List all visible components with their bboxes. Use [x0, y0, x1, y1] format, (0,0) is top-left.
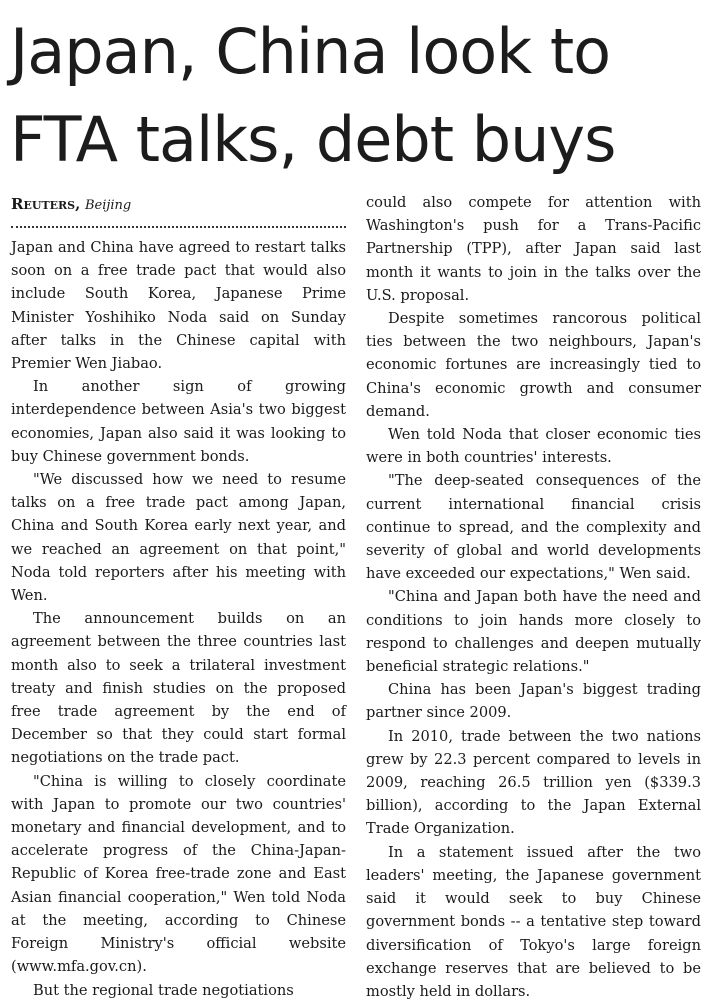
- paragraph: Wen told Noda that closer economic ties were in both countries' interests.: [366, 426, 701, 467]
- byline-agency: Reuters,: [11, 195, 81, 213]
- byline: [11, 194, 346, 214]
- paragraph: But the regional trade negotiations: [33, 981, 294, 999]
- paragraph: In a statement issued after the two leaders' meeting, the Japanese government said it would seek to buy Chinese government bonds -- a tentative step toward diversification of Tokyo's large foreign exchange reserves that are believed to be mostly held in dollars.: [366, 843, 701, 1000]
- paragraph: In another sign of growing interdependence between Asia's two biggest economies, Japan also said it was looking to buy Chinese government bonds.: [11, 378, 346, 465]
- paragraph: "China and Japan both have the need and conditions to join hands more closely to respond to challenges and deepen mutually beneficial strategic relations.": [366, 588, 701, 676]
- headline-line-2: FTA talks, debt buys: [10, 103, 616, 176]
- headline: [10, 8, 710, 184]
- paragraph: "The deep-seated consequences of the current international financial crisis continue to spread, and the complexity and severity of global and world developments have exceeded our expectations," Wen said.: [366, 472, 701, 583]
- paragraph: In 2010, trade between the two nations grew by 22.3 percent compared to levels in 2009, reaching 26.5 trillion yen ($339.3 billion), according to the Japan External Trade Organization.: [366, 727, 701, 838]
- paragraph: The announcement builds on an agreement between the three countries last month also to seek a trilateral investment treaty and finish studies on the proposed free trade agreement by the end of December so that they could start formal negotiations on the trade pact.: [11, 610, 346, 767]
- byline-divider: [11, 226, 346, 228]
- byline-place: Beijing: [84, 198, 132, 213]
- paragraph: "We discussed how we need to resume talks on a free trade pact among Japan, China and South Korea early next year, and we reached an agreement on that point," Noda told reporters after his meeting with Wen.: [11, 471, 346, 605]
- left-column: [11, 194, 346, 1002]
- paragraph: "China is willing to closely coordinate with Japan to promote our two countries' monetary and financial development, and to accelerate progress of the China-Japan-Republic of Korea free-trade zone and East Asian financial cooperation," Wen told Noda at the meeting, according to Chinese Foreign Ministry's official website (www.mfa.gov.cn).: [11, 772, 346, 976]
- headline-line-1: Japan, China look to: [10, 15, 611, 88]
- paragraph: Despite sometimes rancorous political ties between the two neighbours, Japan's economic fortunes are increasingly tied to China's economic growth and consumer demand.: [366, 310, 701, 420]
- paragraph: could also compete for attention with Washington's push for a Trans-Pacific Partnership (TPP), after Japan said last month it wants to join in the talks over the U.S. proposal.: [366, 194, 701, 304]
- right-column: [366, 191, 701, 1003]
- paragraph: Japan and China have agreed to restart talks soon on a free trade pact that would also include South Korea, Japanese Prime Minister Yoshihiko Noda said on Sunday after talks in the Chinese capital with Premier Wen Jiabao.: [11, 239, 346, 373]
- paragraph: China has been Japan's biggest trading partner since 2009.: [366, 681, 701, 722]
